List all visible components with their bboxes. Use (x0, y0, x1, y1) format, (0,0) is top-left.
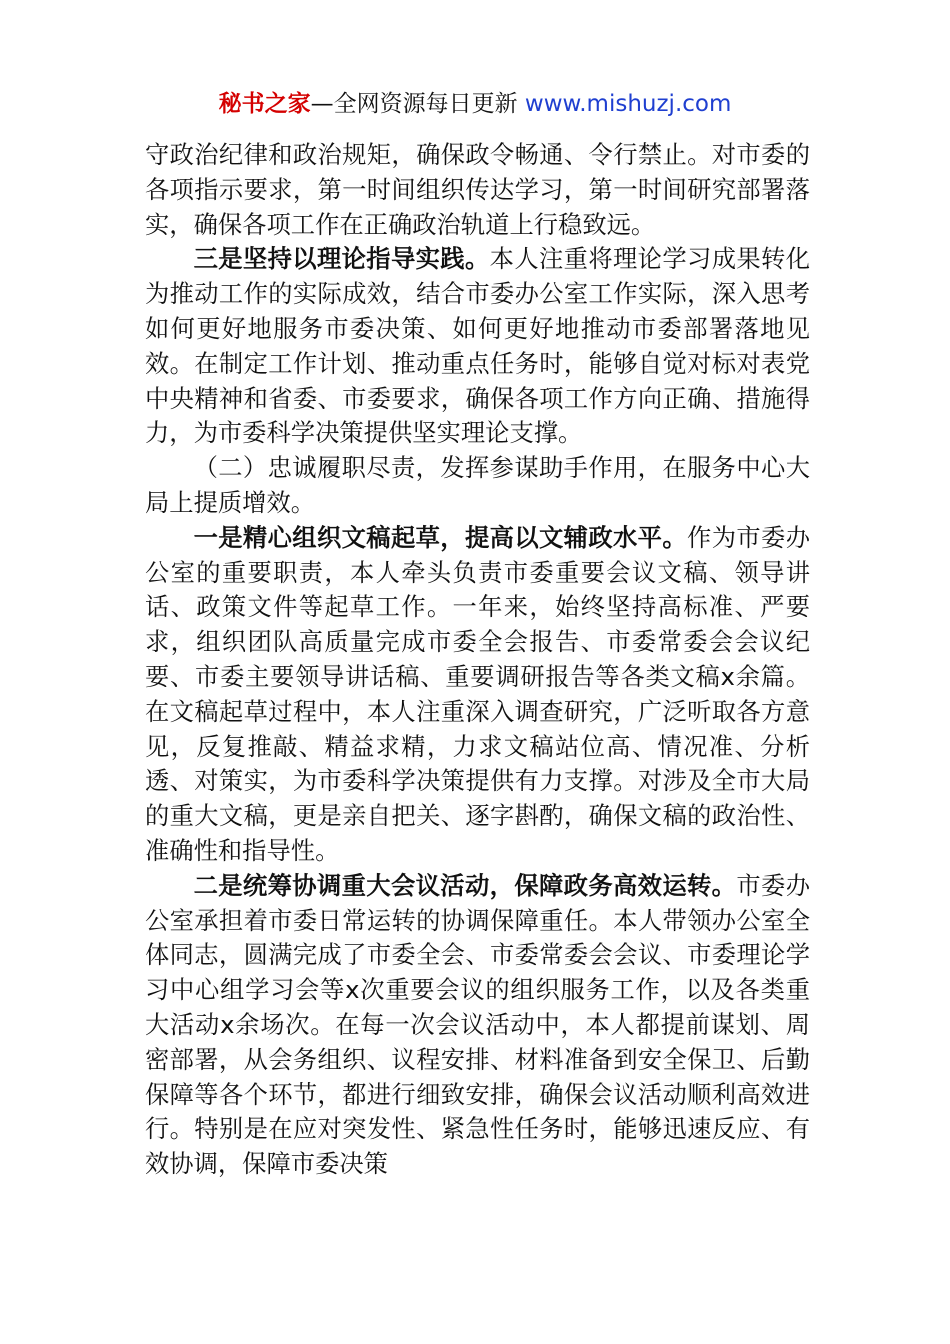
paragraph-point-one (145, 521, 810, 869)
document-body (145, 138, 810, 1182)
section-heading-text: （二）忠诚履职尽责，发挥参谋助手作用，在服务中心大局上提质增效。 (145, 453, 810, 517)
section-heading (145, 451, 810, 521)
paragraph-lead: 一是精心组织文稿起草，提高以文辅政水平。 (193, 522, 688, 552)
paragraph-text: 本人注重将理论学习成果转化为推动工作的实际成效，结合市委办公室工作实际，深入思考如何更好地服务市委决策、如何更好地推动市委部署落地见效。在制定工作计划、推动重点任务时，能够自觉对标对表党中央精神和省委、市委要求，确保各项工作方向正确、措施得力，为市委科学决策提供坚实理论支撑。 (145, 244, 811, 448)
paragraph-text: 守政治纪律和政治规矩，确保政令畅通、令行禁止。对市委的各项指示要求，第一时间组织传达学习，第一时间研究部署落实，确保各项工作在正确政治轨道上行稳致远。 (145, 140, 810, 239)
paragraph-continued (145, 138, 810, 242)
site-url-link[interactable]: www.mishuzj.com (524, 91, 732, 117)
paragraph-lead: 三是坚持以理论指导实践。 (193, 244, 490, 274)
paragraph-point-two (145, 869, 810, 1182)
paragraph-text: 市委办公室承担着市委日常运转的协调保障重任。本人带领办公室全体同志，圆满完成了市委全会、市委常委会会议、市委理论学习中心组学习会等x次重要会议的组织服务工作，以及各类重大活动x余场次。在每一次会议活动中，本人都提前谋划、周密部署，从会务组织、议程安排、材料准备到安全保卫、后勤保障等各个环节，都进行细致安排，确保会议活动顺利高效进行。特别是在应对突发性、紧急性任务时，能够迅速反应、有效协调，保障市委决策 (145, 870, 810, 1179)
page-header (0, 88, 950, 120)
paragraph-text: 作为市委办公室的重要职责，本人牵头负责市委重要会议文稿、领导讲话、政策文件等起草工作。一年来，始终坚持高标准、严要求，组织团队高质量完成市委全会报告、市委常委会会议纪要、市委主要领导讲话稿、重要调研报告等各类文稿x余篇。在文稿起草过程中，本人注重深入调查研究，广泛听取各方意见，反复推敲、精益求精，力求文稿站位高、情况准、分析透、对策实，为市委科学决策提供有力支撑。对涉及全市大局的重大文稿，更是亲自把关、逐字斟酌，确保文稿的政治性、准确性和指导性。 (145, 522, 811, 865)
brand-name: 秘书之家 (218, 91, 311, 117)
paragraph-lead: 二是统筹协调重大会议活动，保障政务高效运转。 (193, 870, 737, 900)
header-tagline: —全网资源每日更新 (310, 91, 525, 117)
paragraph-point-three (145, 242, 810, 451)
